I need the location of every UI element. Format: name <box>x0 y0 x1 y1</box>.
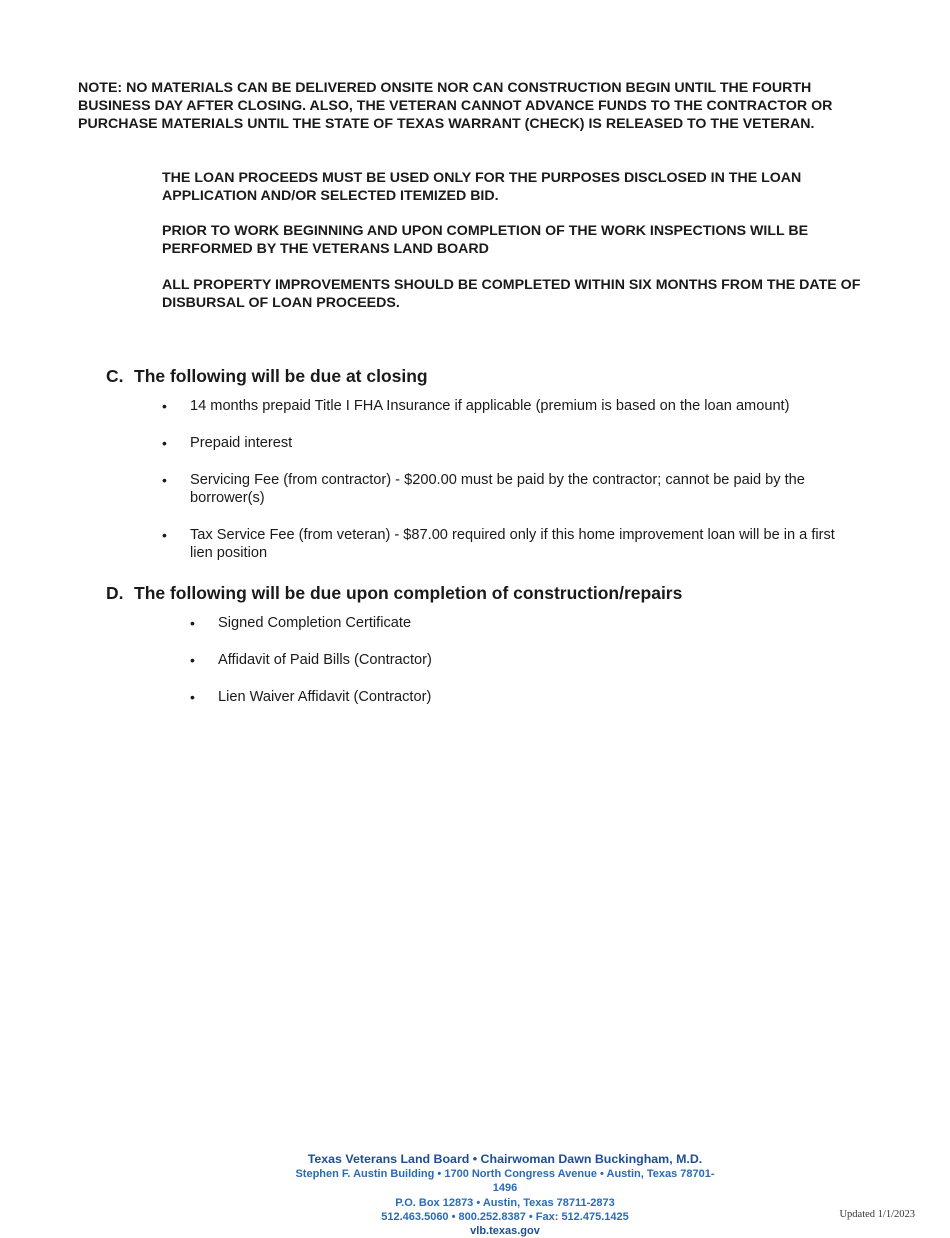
bullet: • <box>190 615 195 631</box>
list-item <box>190 688 858 706</box>
inspection-paragraph: PRIOR TO WORK BEGINNING AND UPON COMPLETION OF THE WORK INSPECTIONS WILL BE PERFORMED BY THE VETERANS LAND BOARD <box>162 223 809 257</box>
list-item-text: Signed Completion Certificate <box>218 615 412 631</box>
due-upon-completion-list <box>190 614 858 725</box>
section-c-heading <box>106 365 428 387</box>
bullet: • <box>190 652 195 668</box>
list-item-text: Lien Waiver Affidavit (Contractor) <box>218 689 432 705</box>
list-item <box>162 526 860 562</box>
bullet: • <box>190 689 195 705</box>
list-item <box>190 614 858 632</box>
list-item <box>162 471 860 507</box>
list-item <box>190 651 858 669</box>
bullet: • <box>162 435 167 451</box>
section-c-title: The following will be due at closing <box>134 366 428 386</box>
updated-date: Updated 1/1/2023 <box>839 1209 915 1220</box>
bullet: • <box>162 472 167 488</box>
list-item-text: 14 months prepaid Title I FHA Insurance if applicable (premium is based on the loan amount) <box>190 398 790 414</box>
section-d-heading <box>106 582 682 604</box>
list-item <box>162 397 860 415</box>
footer-website-link[interactable]: vlb.texas.gov <box>470 1225 540 1238</box>
footer-street-address: Stephen F. Austin Building • 1700 North Congress Avenue • Austin, Texas 78701-1496 <box>295 1168 715 1195</box>
due-at-closing-list <box>162 397 860 562</box>
list-item-text: Prepaid interest <box>190 435 293 451</box>
bullet: • <box>162 527 167 543</box>
letterhead-footer <box>290 1151 720 1238</box>
closing-note: NOTE: NO MATERIALS CAN BE DELIVERED ONSITE NOR CAN CONSTRUCTION BEGIN UNTIL THE FOURTH BUSINESS DAY AFTER CLOSING. ALSO, THE VETERAN CANNOT ADVANCE FUNDS TO THE CONTRACTOR OR PURCHASE MATERIALS UNTIL THE STATE OF TEXAS WARRANT (CHECK) IS RELEASED TO THE VETERAN. <box>78 80 833 132</box>
footer-phone-numbers: 512.463.5060 • 800.252.8387 • Fax: 512.475.1425 <box>381 1210 629 1223</box>
list-item-text: Affidavit of Paid Bills (Contractor) <box>218 652 432 668</box>
list-item-text: Tax Service Fee (from veteran) - $87.00 required only if this home improvement loan will be in a first lien position <box>190 527 835 561</box>
footer-po-box: P.O. Box 12873 • Austin, Texas 78711-2873 <box>395 1196 615 1209</box>
section-d-title: The following will be due upon completion of construction/repairs <box>134 583 683 603</box>
section-d-letter: D. <box>106 583 124 603</box>
completion-deadline-paragraph: ALL PROPERTY IMPROVEMENTS SHOULD BE COMPLETED WITHIN SIX MONTHS FROM THE DATE OF DISBURSAL OF LOAN PROCEEDS. <box>162 277 861 311</box>
list-item-text: Servicing Fee (from contractor) - $200.00 must be paid by the contractor; cannot be paid by the borrower(s) <box>190 472 805 506</box>
loan-proceeds-paragraph: THE LOAN PROCEEDS MUST BE USED ONLY FOR THE PURPOSES DISCLOSED IN THE LOAN APPLICATION AND/OR SELECTED ITEMIZED BID. <box>162 170 802 204</box>
list-item <box>162 434 860 452</box>
section-c-letter: C. <box>106 366 124 386</box>
bullet: • <box>162 398 167 414</box>
footer-organization: Texas Veterans Land Board • Chairwoman Dawn Buckingham, M.D. <box>307 1152 703 1166</box>
